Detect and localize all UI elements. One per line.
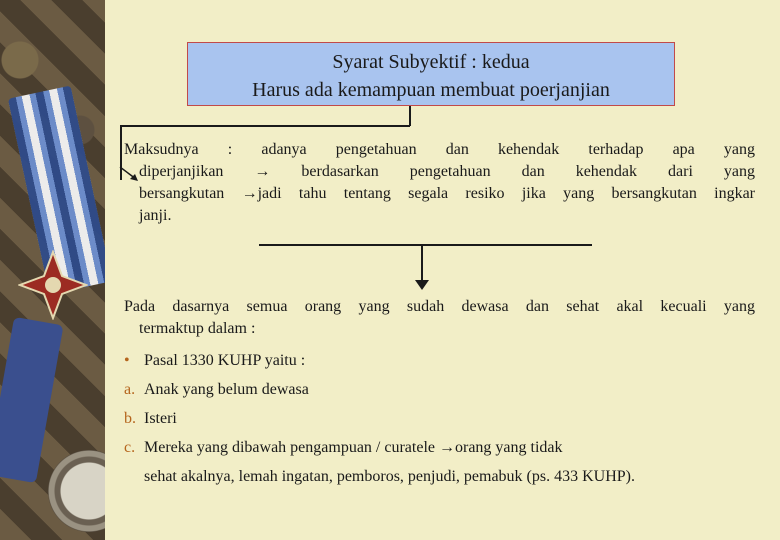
connector-line	[120, 125, 410, 127]
bullet-marker: •	[124, 352, 130, 369]
compass-icon	[48, 450, 105, 532]
title-line-1: Syarat Subyektif : kedua	[332, 51, 530, 73]
list-item	[124, 346, 756, 375]
decorative-medal-image	[0, 0, 105, 540]
list-item	[124, 375, 756, 404]
list-marker: a.	[124, 381, 136, 398]
conditions-list	[124, 346, 756, 491]
title-box	[187, 42, 675, 106]
paragraph-line: Maksudnya : adanya pengetahuan dan kehendak terhadap apa yang	[124, 141, 755, 158]
strap-decoration	[0, 317, 64, 483]
connector-line	[259, 244, 592, 246]
connector-line	[421, 244, 423, 284]
paragraph-line: janji.	[139, 207, 172, 224]
paragraph-exception	[124, 296, 755, 340]
list-item-text: Anak yang belum dewasa	[144, 381, 309, 398]
list-item-continuation: sehat akalnya, lemah ingatan, pemboros, penjudi, pemabuk (ps. 433 KUHP).	[144, 468, 635, 485]
list-marker: c.	[124, 439, 136, 456]
title-line-2: Harus ada kemampuan membuat poerjanjian	[252, 79, 610, 101]
list-item-text: Pasal 1330 KUHP yaitu :	[144, 352, 306, 369]
list-item-text: Mereka yang dibawah pengampuan / curatele →orang yang tidak	[144, 439, 563, 456]
cross-medal-icon	[18, 250, 88, 320]
list-marker: b.	[124, 410, 136, 427]
paragraph-explanation	[124, 139, 755, 227]
arrow-down-icon	[415, 280, 429, 290]
list-item	[124, 433, 756, 462]
list-item	[124, 404, 756, 433]
connector-line	[409, 106, 411, 126]
list-item-text: Isteri	[144, 410, 177, 427]
paragraph-line: termaktup dalam :	[139, 320, 256, 337]
paragraph-line: Pada dasarnya semua orang yang sudah dewasa dan sehat akal kecuali yang	[124, 298, 755, 315]
paragraph-line: bersangkutan →jadi tahu tentang segala resiko jika yang bersangkutan ingkar	[139, 185, 755, 202]
paragraph-line: diperjanjikan → berdasarkan pengetahuan dan kehendak dari yang	[139, 163, 755, 180]
